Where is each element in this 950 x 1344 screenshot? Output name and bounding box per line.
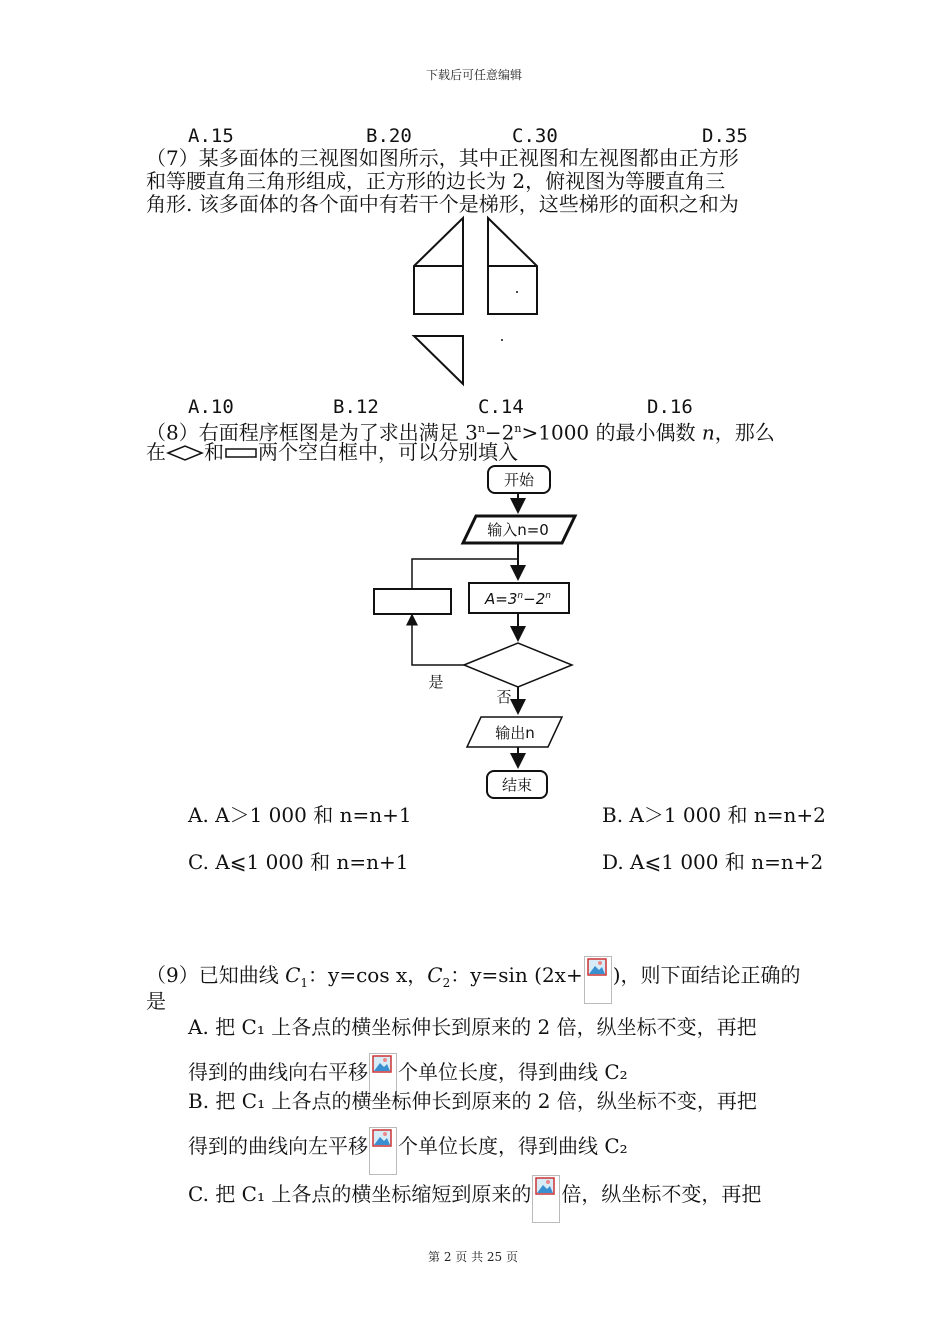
q6-option-d: D.35 — [702, 125, 748, 147]
q6-option-a: A.15 — [188, 125, 234, 147]
broken-image-icon — [532, 1175, 560, 1223]
q8-option-a: A. A＞1 000 和 n=n+1 — [188, 803, 412, 827]
q9-line-2: 是 — [146, 989, 166, 1013]
q8-option-b: B. A＞1 000 和 n=n+2 — [602, 803, 826, 827]
q9-line-1: （9）已知曲线 $C_1$：y=cos x，$C_2$：y=sin (2x+ )，则下面结论正确的 — [146, 956, 801, 1004]
page-footer: 第 2 页 共 25 页 — [428, 1250, 518, 1264]
q9-option-c-line-1: C. 把 C₁ 上各点的横坐标缩短到原来的 倍，纵坐标不变，再把 — [188, 1175, 761, 1223]
flow-yes-label: 是 — [428, 673, 444, 691]
flow-blank-box — [374, 589, 451, 614]
rectangle-symbol-icon — [224, 447, 258, 459]
q7-line-3: 角形. 该多面体的各个面中有若干个是梯形，这些梯形的面积之和为 — [146, 192, 739, 216]
q9-option-b-line-1: B. 把 C₁ 上各点的横坐标伸长到原来的 2 倍，纵坐标不变，再把 — [188, 1089, 757, 1113]
three-view-figure — [400, 212, 550, 392]
diamond-symbol-icon — [166, 445, 204, 461]
q7-option-b: B.12 — [333, 396, 379, 418]
q7-option-c: C.14 — [478, 396, 524, 418]
q8-option-c: C. A⩽1 000 和 n=n+1 — [188, 850, 409, 874]
flow-input-label: 输入n=0 — [487, 521, 549, 539]
broken-image-icon — [584, 956, 612, 1004]
q6-option-b: B.20 — [366, 125, 412, 147]
flow-no-label: 否 — [496, 688, 512, 706]
q9-option-a-line-1: A. 把 C₁ 上各点的横坐标伸长到原来的 2 倍，纵坐标不变，再把 — [188, 1015, 757, 1039]
q7-option-a: A.10 — [188, 396, 234, 418]
flow-end-label: 结束 — [501, 776, 533, 794]
program-flowchart — [360, 462, 590, 802]
q6-option-c: C.30 — [512, 125, 558, 147]
flow-assign-label: $A=3^n-2^n$ — [485, 590, 551, 608]
q7-line-1: （7）某多面体的三视图如图所示，其中正视图和左视图都由正方形 — [146, 146, 739, 170]
q7-line-2: 和等腰直角三角形组成，正方形的边长为 2，俯视图为等腰直角三 — [146, 169, 726, 193]
flow-condition-diamond — [464, 643, 572, 687]
flow-start-label: 开始 — [503, 471, 535, 489]
q9-option-a-line-2: 得到的曲线向右平移 个单位长度，得到曲线 C₂ — [188, 1053, 628, 1101]
q7-option-d: D.16 — [647, 396, 693, 418]
top-view — [414, 336, 463, 384]
page-header: 下载后可任意编辑 — [426, 68, 523, 82]
broken-image-icon — [369, 1127, 397, 1175]
q8-option-d: D. A⩽1 000 和 n=n+2 — [602, 850, 824, 874]
q8-line-2: 在 和 两个空白框中，可以分别填入 — [146, 440, 518, 464]
q8-line-1: （8）右面程序框图是为了求出满足 $3^n-2^n>1000$ 的最小偶数 n，那么 — [146, 420, 775, 445]
q9-option-b-line-2: 得到的曲线向左平移 个单位长度，得到曲线 C₂ — [188, 1127, 628, 1175]
flow-output-label: 输出n — [495, 724, 535, 742]
